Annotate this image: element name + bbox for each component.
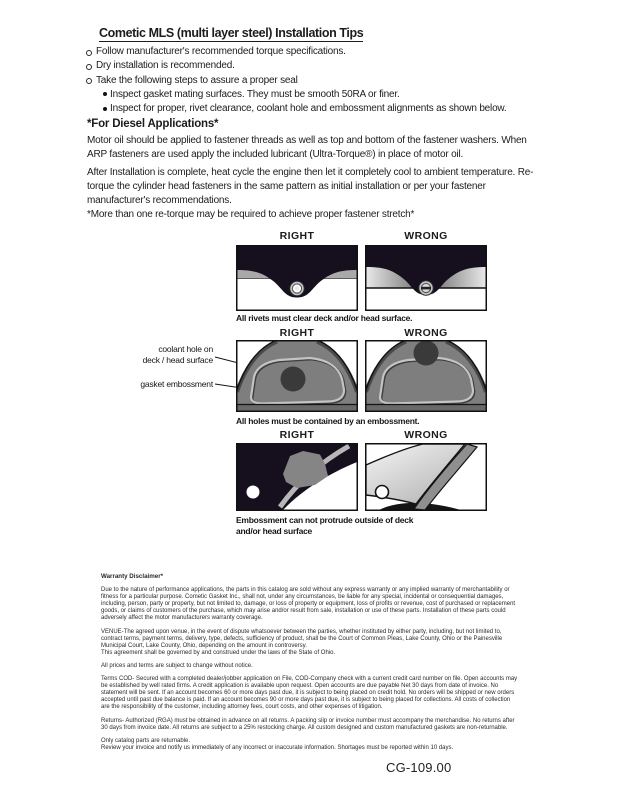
- diesel-paragraph-1: Motor oil should be applied to fastener threads as well as top and bottom of the fastener washers. When ARP fasteners are used apply the included lubricant (Ultra-Torque®) in place of motor oil.: [87, 135, 527, 160]
- column-label-wrong: WRONG: [404, 429, 448, 441]
- diagram-coolant-right-image: [236, 340, 358, 412]
- catalog-returns-paragraph: [101, 738, 520, 752]
- bullet-icon: [86, 64, 92, 70]
- diagram-coolant-wrong-image: [365, 340, 487, 412]
- installation-tips-list: [86, 45, 556, 116]
- invoice-note-text: Review your invoice and notify us immediately of any incorrect or inaccurate information. Shortages must be reported within 10 days.: [101, 744, 454, 751]
- retorque-note: *More than one re-torque may be required to achieve proper fastener stretch*: [87, 209, 415, 220]
- embossment-caption: [236, 515, 466, 537]
- list-item: [86, 88, 556, 102]
- list-item: [86, 45, 556, 59]
- coolant-hole-label-line2: deck / head surface: [142, 354, 213, 365]
- tip-text: Dry installation is recommended.: [96, 60, 235, 72]
- column-label-wrong: WRONG: [404, 230, 448, 242]
- page-title: Cometic MLS (multi layer steel) Installation Tips: [99, 26, 364, 40]
- catalog-note-text: Only catalog parts are returnable.: [101, 737, 191, 744]
- diagram-embossment-right-image: [236, 443, 358, 511]
- coolant-hole-label-line1: coolant hole on: [158, 344, 213, 354]
- column-label-wrong: WRONG: [404, 327, 448, 339]
- sub-tip-text: Inspect gasket mating surfaces. They must be smooth 50RA or finer.: [110, 88, 400, 100]
- tip-text: Take the following steps to assure a proper seal: [96, 74, 298, 86]
- coolant-caption: All holes must be contained by an embossment.: [236, 416, 420, 426]
- warranty-liability-paragraph: Due to the nature of performance applications, the parts in this catalog are sold without any express warranty or any implied warranty of merchantability or fitness for a particular purpose. Cometic Gasket Inc., shall not, under any circumstances, be liable for any special, incidental or consequential damages, including, person, party or property, but not limited to, damage, or loss of property or equipment, loss of profits or revenue, cost of purchased or replacement goods, or claims of customers of the purchase, which may arise and/or result from sale, installation or use of these parts. Installation of these parts could adversely affect the motor manufacturers warranty coverage.: [101, 587, 516, 622]
- diesel-paragraph-2: After Installation is complete, heat cycle the engine then let it completely cool to ambient temperature. Re-torque the cylinder head fasteners in the same pattern as initial installation or per your fastener manufacturer's recommendations.: [87, 167, 534, 206]
- list-item: [86, 59, 556, 73]
- list-item: [86, 102, 556, 116]
- prices-notice: All prices and terms are subject to change without notice.: [101, 662, 253, 669]
- returns-paragraph: Returns- Authorized (RGA) must be obtained in advance on all returns. A packing slip or invoice number must accompany the merchandise. No returns after 30 days from invoice date. All returns are subject to a 25% restocking charge. All custom designed and custom manufactured gaskets are non-returnable.: [101, 717, 515, 731]
- governing-law-text: This agreement shall be governed by and construed under the laws of the State of Ohio.: [101, 649, 336, 656]
- diagram-rivet-right-image: [236, 245, 358, 311]
- sub-bullet-icon: [103, 92, 107, 96]
- embossment-caption-line1: Embossment can not protrude outside of deck: [236, 515, 414, 525]
- document-code: CG-109.00: [386, 760, 452, 775]
- column-label-right: RIGHT: [279, 230, 315, 242]
- coolant-hole-label: [90, 344, 213, 365]
- tip-text: Follow manufacturer's recommended torque specifications.: [96, 46, 346, 57]
- sub-tip-text: Inspect for proper, rivet clearance, coolant hole and embossment alignments as shown below.: [110, 103, 507, 115]
- diagram-rivet-wrong-image: [365, 245, 487, 311]
- bullet-icon: [86, 50, 92, 56]
- column-label-right: RIGHT: [279, 429, 315, 441]
- warranty-heading: Warranty Disclaimer*: [101, 573, 164, 580]
- embossment-caption-line2: and/or head surface: [236, 526, 313, 536]
- sub-bullet-icon: [103, 107, 107, 111]
- warranty-venue-paragraph: [101, 629, 520, 657]
- diagram-embossment-wrong-image: [365, 443, 487, 511]
- rivet-caption: All rivets must clear deck and/or head surface.: [236, 313, 413, 323]
- column-label-right: RIGHT: [279, 327, 315, 339]
- diesel-applications-heading: *For Diesel Applications*: [87, 118, 219, 130]
- venue-text: VENUE-The agreed upon venue, in the event of dispute whatsoever between the parties, whether instituted by either party, including, but not limited to, contract terms, payment terms, delivery, type, defects, sufficiency of product, shall be the Court of Common Pleas, Lake County, Ohio or the Painesville Municipal Court, Lake County, Ohio, depending on the amount in controversy.: [101, 628, 503, 649]
- bullet-icon: [86, 78, 92, 84]
- warranty-disclaimer: [101, 573, 520, 758]
- list-item: [86, 74, 556, 88]
- terms-paragraph: Terms COD- Secured with a completed dealer/jobber application on File, COD-Company check with a current credit card number on file. Open accounts may be established by well rated firms. A credit application is available upon request. Open accounts are due payable Net 30 days from date of invoice. No statement will be sent. If an account becomes 60 or more days past due, it is subject to being placed on credit hold. No orders will be shipped or new orders accepted until past due balance is paid. If an account becomes 90 or more days past due, it is subject to being placed for collections. All costs of collection are the responsibility of the customer, including attorney fees, court costs, and other expenses of litigation.: [101, 676, 518, 711]
- gasket-embossment-label: gasket embossment: [140, 379, 213, 389]
